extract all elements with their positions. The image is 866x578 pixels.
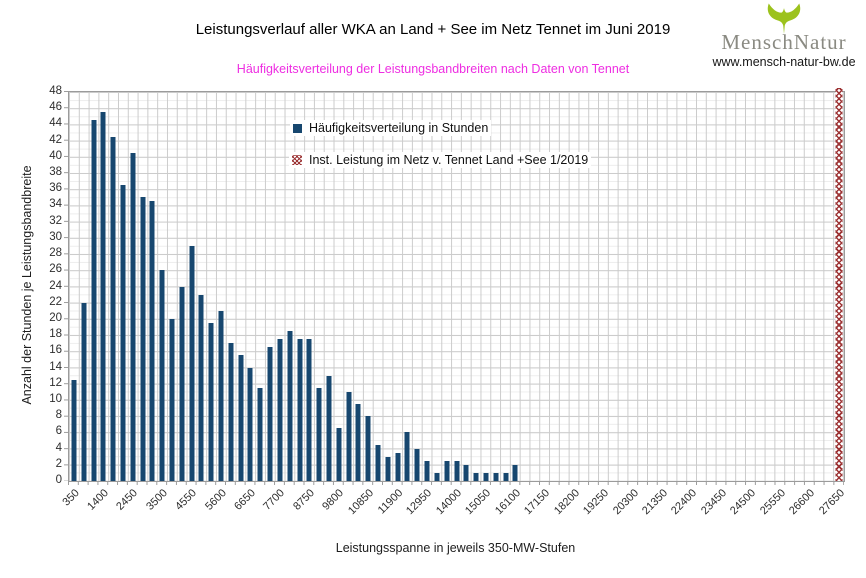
y-tick-label: 30 [49, 230, 62, 243]
frequency-bar [101, 112, 106, 481]
frequency-bar [307, 339, 312, 481]
frequency-bar [395, 453, 400, 481]
frequency-bar [503, 473, 508, 481]
y-axis-title: Anzahl der Stunden je Leistungsbandbreite [20, 165, 34, 405]
frequency-bar [366, 416, 371, 481]
frequency-bar [434, 473, 439, 481]
x-tick-label: 19250 [581, 487, 612, 518]
x-tick-label: 16100 [492, 487, 523, 518]
x-tick-label: 26600 [787, 487, 818, 518]
frequency-bar [483, 473, 488, 481]
x-tick-label: 12950 [404, 487, 435, 518]
y-tick-label: 12 [49, 376, 62, 389]
frequency-bar [277, 339, 282, 481]
y-tick-label: 4 [55, 441, 62, 454]
x-tick-label: 350 [59, 487, 82, 509]
x-tick-label: 10850 [345, 487, 376, 518]
y-axis-ticks [64, 91, 68, 481]
legend-entry-installed-capacity [289, 152, 591, 168]
frequency-bar [405, 432, 410, 481]
frequency-bar [219, 311, 224, 481]
y-tick-label: 48 [49, 85, 62, 97]
frequency-bar [120, 185, 125, 481]
frequency-bar [160, 270, 165, 481]
x-axis-title: Leistungsspanne in jeweils 350-MW-Stufen [335, 541, 576, 555]
y-tick-label: 40 [49, 149, 62, 162]
frequency-bar [297, 339, 302, 481]
frequency-bar [209, 323, 214, 481]
x-tick-label: 4550 [173, 487, 200, 513]
logo-url: www.mensch-natur-bw.de [712, 55, 856, 69]
x-tick-label: 14000 [433, 487, 464, 518]
frequency-bar [150, 201, 155, 481]
frequency-bar [425, 461, 430, 481]
legend-label: Häufigkeitsverteilung in Stunden [309, 121, 489, 135]
x-axis-ticks [68, 481, 844, 485]
x-tick-label: 18200 [551, 487, 582, 518]
legend-swatch-blue [293, 124, 302, 133]
y-tick-label: 46 [49, 101, 62, 114]
plot-area [68, 91, 845, 482]
x-tick-label: 17150 [522, 487, 553, 518]
x-tick-label: 15050 [463, 487, 494, 518]
x-tick-label: 23450 [698, 487, 729, 518]
frequency-bar [91, 120, 96, 481]
frequency-bar [317, 388, 322, 481]
frequency-bar [287, 331, 292, 481]
frequency-bar [179, 287, 184, 482]
y-tick-label: 36 [49, 182, 62, 195]
legend-swatch-crosshatch [292, 155, 302, 165]
frequency-bar [111, 137, 116, 481]
x-tick-label: 11900 [375, 487, 406, 517]
y-tick-label: 6 [55, 425, 62, 438]
logo-name: MenschNatur [721, 30, 847, 54]
frequency-bar [513, 465, 518, 481]
x-tick-label: 1400 [85, 487, 111, 513]
frequency-bar [493, 473, 498, 481]
y-tick-label: 8 [55, 409, 62, 422]
x-tick-label: 20300 [610, 487, 641, 518]
frequency-bar [130, 153, 135, 481]
x-tick-label: 9800 [320, 487, 347, 513]
y-tick-label: 42 [49, 133, 62, 146]
legend-label: Inst. Leistung im Netz v. Tennet Land +See 1/2019 [309, 153, 589, 167]
y-tick-label: 0 [55, 474, 62, 486]
frequency-bar [385, 457, 390, 481]
x-tick-label: 27650 [816, 487, 847, 518]
frequency-bar [170, 319, 175, 481]
y-tick-label: 2 [55, 457, 62, 470]
x-tick-label: 7700 [261, 487, 288, 513]
frequency-bar [326, 376, 331, 481]
y-tick-label: 24 [49, 279, 62, 292]
frequency-bar [71, 380, 76, 481]
frequency-bar [454, 461, 459, 481]
frequency-bar [464, 465, 469, 481]
x-tick-label: 24500 [728, 487, 759, 518]
frequency-bar [140, 197, 145, 481]
y-tick-label: 28 [49, 247, 62, 260]
x-tick-label: 3500 [143, 487, 170, 513]
installed-capacity-bar [836, 88, 843, 481]
y-tick-label: 10 [49, 392, 62, 405]
frequency-bar [376, 445, 381, 481]
x-tick-label: 22400 [669, 487, 700, 518]
frequency-bar [189, 246, 194, 481]
frequency-bar [444, 461, 449, 481]
frequency-bar [336, 428, 341, 481]
x-tick-label: 21350 [639, 487, 671, 518]
x-tick-label: 2450 [114, 487, 141, 513]
chart-subtitle: Häufigkeitsverteilung der Leistungsbandbreiten nach Daten von Tennet [236, 62, 630, 76]
frequency-bar [238, 355, 243, 481]
y-tick-label: 22 [49, 295, 62, 308]
chart-title: Leistungsverlauf aller WKA an Land + See im Netz Tennet im Juni 2019 [195, 21, 671, 38]
y-tick-label: 14 [49, 360, 62, 373]
y-tick-label: 32 [49, 214, 62, 227]
y-tick-label: 16 [49, 344, 62, 357]
x-tick-label: 8750 [291, 487, 317, 513]
frequency-bar [228, 343, 233, 481]
y-tick-label: 38 [49, 166, 62, 179]
frequency-bar [258, 388, 263, 481]
y-tick-label: 18 [49, 328, 62, 341]
frequency-bar [199, 295, 204, 481]
x-axis-labels [59, 487, 847, 527]
frequency-bar [474, 473, 479, 481]
y-tick-label: 34 [49, 198, 62, 211]
y-tick-label: 44 [49, 117, 62, 130]
frequency-bar [346, 392, 351, 481]
frequency-bar [248, 368, 253, 481]
x-tick-label: 6650 [232, 487, 258, 513]
frequency-bar [415, 449, 420, 481]
frequency-bar [356, 404, 361, 481]
frequency-bar [268, 347, 273, 481]
y-tick-label: 26 [49, 263, 62, 276]
logo [706, 2, 862, 69]
frequency-bar [81, 303, 86, 481]
y-tick-label: 20 [49, 311, 62, 324]
x-tick-label: 25550 [757, 487, 788, 518]
legend-entry-frequency [290, 120, 491, 136]
x-tick-label: 5600 [202, 487, 229, 513]
